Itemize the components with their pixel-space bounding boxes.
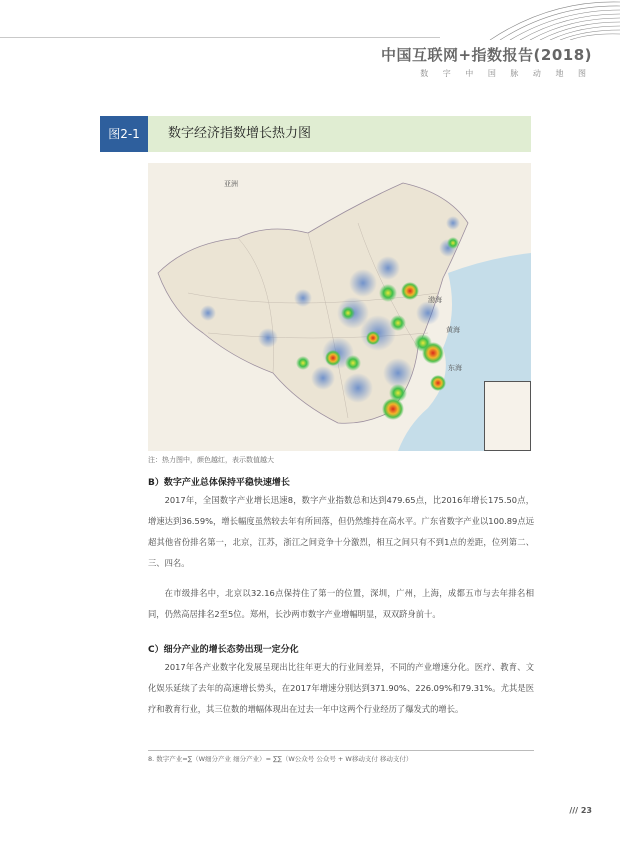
footnote: 8. 数字产业=∑（W细分产业 细分产业）= ∑∑（W公众号 公众号 + W移动支付 移动支付）	[148, 755, 413, 763]
heatmap-map	[148, 163, 531, 451]
figure-caption-bar	[100, 116, 531, 152]
section-b-heading: B）数字产业总体保持平稳快速增长	[148, 478, 290, 488]
section-b-paragraph-1: 2017年，全国数字产业增长迅速8，数字产业指数总和达到479.65点，比2016年增长175.50点，增速达到36.59%，增长幅度虽然较去年有所回落，但仍然维持在高水平。广东省数字产业以100.89点远超其他省份排名第一，北京，江苏，浙江之间竞争十分激烈，相互之间只有不到1点的差距，位列第二、三、四名。	[148, 495, 534, 568]
south-china-sea-inset	[484, 381, 531, 451]
map-label-yellow-sea: 黄海	[446, 326, 460, 334]
report-subtitle: 数 字 中 国 脉 动 地 图	[420, 69, 592, 78]
figure-title: 数字经济指数增长热力图	[168, 126, 312, 141]
section-c-paragraph-1: 2017年各产业数字化发展呈现出比往年更大的行业间差异，不同的产业增速分化。医疗、教育、文化娱乐延续了去年的高速增长势头，在2017年增速分别达到371.90%、226.09%和79.31%。尤其是医疗和教育行业，其三位数的增幅体现出在过去一年中这两个行业经历了爆发式的增长。	[148, 662, 534, 714]
report-header	[381, 44, 592, 79]
page-number: /// 23	[569, 806, 592, 815]
map-label-bohai: 渤海	[428, 296, 442, 304]
footnote-rule	[148, 750, 534, 751]
figure-number: 图2-1	[100, 116, 148, 152]
map-label-east-sea: 东海	[448, 364, 462, 372]
map-graphic	[148, 163, 531, 451]
figure-note: 注：热力图中，颜色越红，表示数值越大	[148, 456, 274, 464]
header-rule	[0, 37, 440, 38]
header-decoration	[430, 0, 620, 40]
section-c-heading: C）细分产业的增长态势出现一定分化	[148, 645, 299, 655]
report-title: 中国互联网+指数报告(2018)	[380, 46, 592, 64]
section-b-paragraph-2: 在市级排名中，北京以32.16点保持住了第一的位置，深圳，广州，上海，成都五市与去年排名相同，仍然高居排名2至5位。郑州，长沙两市数字产业增幅明显，双双跻身前十。	[148, 588, 534, 619]
map-label-asia: 亚洲	[224, 180, 238, 188]
